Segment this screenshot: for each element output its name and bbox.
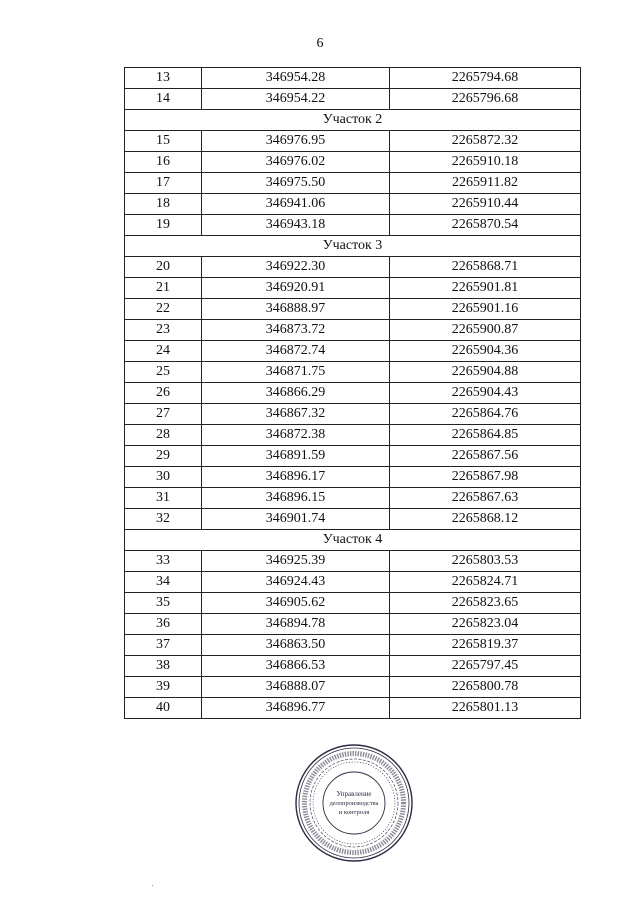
x-coordinate-cell: 346863.50 <box>202 635 390 656</box>
stamp-line-1: Управление <box>336 790 372 798</box>
point-number-cell: 25 <box>125 362 202 383</box>
stamp-line-2: делопроизводства <box>329 800 379 807</box>
y-coordinate-cell: 2265901.16 <box>390 299 581 320</box>
table-row <box>125 362 581 383</box>
y-coordinate-cell: 2265870.54 <box>390 215 581 236</box>
point-number-cell: 32 <box>125 509 202 530</box>
scan-speck <box>152 885 153 886</box>
y-coordinate-cell: 2265867.98 <box>390 467 581 488</box>
table-row <box>125 173 581 194</box>
table-row <box>125 551 581 572</box>
point-number-cell: 38 <box>125 656 202 677</box>
y-coordinate-cell: 2265864.76 <box>390 404 581 425</box>
section-label: Участок 2 <box>125 110 581 131</box>
table-row <box>125 383 581 404</box>
point-number-cell: 36 <box>125 614 202 635</box>
y-coordinate-cell: 2265823.04 <box>390 614 581 635</box>
point-number-cell: 23 <box>125 320 202 341</box>
y-coordinate-cell: 2265800.78 <box>390 677 581 698</box>
x-coordinate-cell: 346896.15 <box>202 488 390 509</box>
table-row <box>125 152 581 173</box>
y-coordinate-cell: 2265867.56 <box>390 446 581 467</box>
point-number-cell: 35 <box>125 593 202 614</box>
x-coordinate-cell: 346922.30 <box>202 257 390 278</box>
official-stamp <box>294 743 414 863</box>
table-row <box>125 488 581 509</box>
y-coordinate-cell: 2265904.88 <box>390 362 581 383</box>
point-number-cell: 14 <box>125 89 202 110</box>
point-number-cell: 16 <box>125 152 202 173</box>
x-coordinate-cell: 346896.77 <box>202 698 390 719</box>
table-row <box>125 257 581 278</box>
y-coordinate-cell: 2265794.68 <box>390 68 581 89</box>
table-row <box>125 677 581 698</box>
point-number-cell: 26 <box>125 383 202 404</box>
y-coordinate-cell: 2265819.37 <box>390 635 581 656</box>
x-coordinate-cell: 346925.39 <box>202 551 390 572</box>
table-row <box>125 299 581 320</box>
x-coordinate-cell: 346941.06 <box>202 194 390 215</box>
y-coordinate-cell: 2265868.71 <box>390 257 581 278</box>
y-coordinate-cell: 2265904.36 <box>390 341 581 362</box>
x-coordinate-cell: 346954.28 <box>202 68 390 89</box>
table-row <box>125 593 581 614</box>
point-number-cell: 27 <box>125 404 202 425</box>
x-coordinate-cell: 346867.32 <box>202 404 390 425</box>
point-number-cell: 40 <box>125 698 202 719</box>
stamp-line-3: и контроля <box>338 809 370 816</box>
point-number-cell: 20 <box>125 257 202 278</box>
y-coordinate-cell: 2265868.12 <box>390 509 581 530</box>
section-row <box>125 530 581 551</box>
table-row <box>125 425 581 446</box>
x-coordinate-cell: 346871.75 <box>202 362 390 383</box>
y-coordinate-cell: 2265900.87 <box>390 320 581 341</box>
x-coordinate-cell: 346888.07 <box>202 677 390 698</box>
point-number-cell: 33 <box>125 551 202 572</box>
table-row <box>125 467 581 488</box>
table-row <box>125 572 581 593</box>
y-coordinate-cell: 2265824.71 <box>390 572 581 593</box>
x-coordinate-cell: 346888.97 <box>202 299 390 320</box>
point-number-cell: 22 <box>125 299 202 320</box>
y-coordinate-cell: 2265801.13 <box>390 698 581 719</box>
table-row <box>125 320 581 341</box>
table-row <box>125 656 581 677</box>
table-row <box>125 131 581 152</box>
point-number-cell: 15 <box>125 131 202 152</box>
x-coordinate-cell: 346896.17 <box>202 467 390 488</box>
section-row <box>125 110 581 131</box>
page-number: 6 <box>316 36 324 51</box>
coordinates-table-body <box>125 68 581 719</box>
table-row <box>125 614 581 635</box>
table-row <box>125 509 581 530</box>
x-coordinate-cell: 346872.74 <box>202 341 390 362</box>
y-coordinate-cell: 2265797.45 <box>390 656 581 677</box>
table-row <box>125 68 581 89</box>
x-coordinate-cell: 346976.95 <box>202 131 390 152</box>
point-number-cell: 21 <box>125 278 202 299</box>
point-number-cell: 18 <box>125 194 202 215</box>
point-number-cell: 17 <box>125 173 202 194</box>
table-row <box>125 404 581 425</box>
y-coordinate-cell: 2265803.53 <box>390 551 581 572</box>
x-coordinate-cell: 346891.59 <box>202 446 390 467</box>
point-number-cell: 30 <box>125 467 202 488</box>
y-coordinate-cell: 2265796.68 <box>390 89 581 110</box>
y-coordinate-cell: 2265867.63 <box>390 488 581 509</box>
table-row <box>125 341 581 362</box>
x-coordinate-cell: 346976.02 <box>202 152 390 173</box>
table-row <box>125 698 581 719</box>
x-coordinate-cell: 346975.50 <box>202 173 390 194</box>
x-coordinate-cell: 346894.78 <box>202 614 390 635</box>
y-coordinate-cell: 2265904.43 <box>390 383 581 404</box>
x-coordinate-cell: 346905.62 <box>202 593 390 614</box>
y-coordinate-cell: 2265901.81 <box>390 278 581 299</box>
table-row <box>125 278 581 299</box>
x-coordinate-cell: 346943.18 <box>202 215 390 236</box>
x-coordinate-cell: 346954.22 <box>202 89 390 110</box>
y-coordinate-cell: 2265910.18 <box>390 152 581 173</box>
section-label: Участок 3 <box>125 236 581 257</box>
point-number-cell: 29 <box>125 446 202 467</box>
point-number-cell: 31 <box>125 488 202 509</box>
y-coordinate-cell: 2265872.32 <box>390 131 581 152</box>
point-number-cell: 24 <box>125 341 202 362</box>
y-coordinate-cell: 2265823.65 <box>390 593 581 614</box>
table-row <box>125 194 581 215</box>
y-coordinate-cell: 2265864.85 <box>390 425 581 446</box>
y-coordinate-cell: 2265910.44 <box>390 194 581 215</box>
table-row <box>125 446 581 467</box>
point-number-cell: 19 <box>125 215 202 236</box>
table-row <box>125 635 581 656</box>
point-number-cell: 34 <box>125 572 202 593</box>
x-coordinate-cell: 346872.38 <box>202 425 390 446</box>
point-number-cell: 28 <box>125 425 202 446</box>
x-coordinate-cell: 346866.29 <box>202 383 390 404</box>
x-coordinate-cell: 346920.91 <box>202 278 390 299</box>
point-number-cell: 39 <box>125 677 202 698</box>
table-row <box>125 89 581 110</box>
section-label: Участок 4 <box>125 530 581 551</box>
x-coordinate-cell: 346866.53 <box>202 656 390 677</box>
table-row <box>125 215 581 236</box>
y-coordinate-cell: 2265911.82 <box>390 173 581 194</box>
x-coordinate-cell: 346873.72 <box>202 320 390 341</box>
x-coordinate-cell: 346901.74 <box>202 509 390 530</box>
x-coordinate-cell: 346924.43 <box>202 572 390 593</box>
section-row <box>125 236 581 257</box>
point-number-cell: 37 <box>125 635 202 656</box>
point-number-cell: 13 <box>125 68 202 89</box>
coordinates-table <box>124 67 581 719</box>
